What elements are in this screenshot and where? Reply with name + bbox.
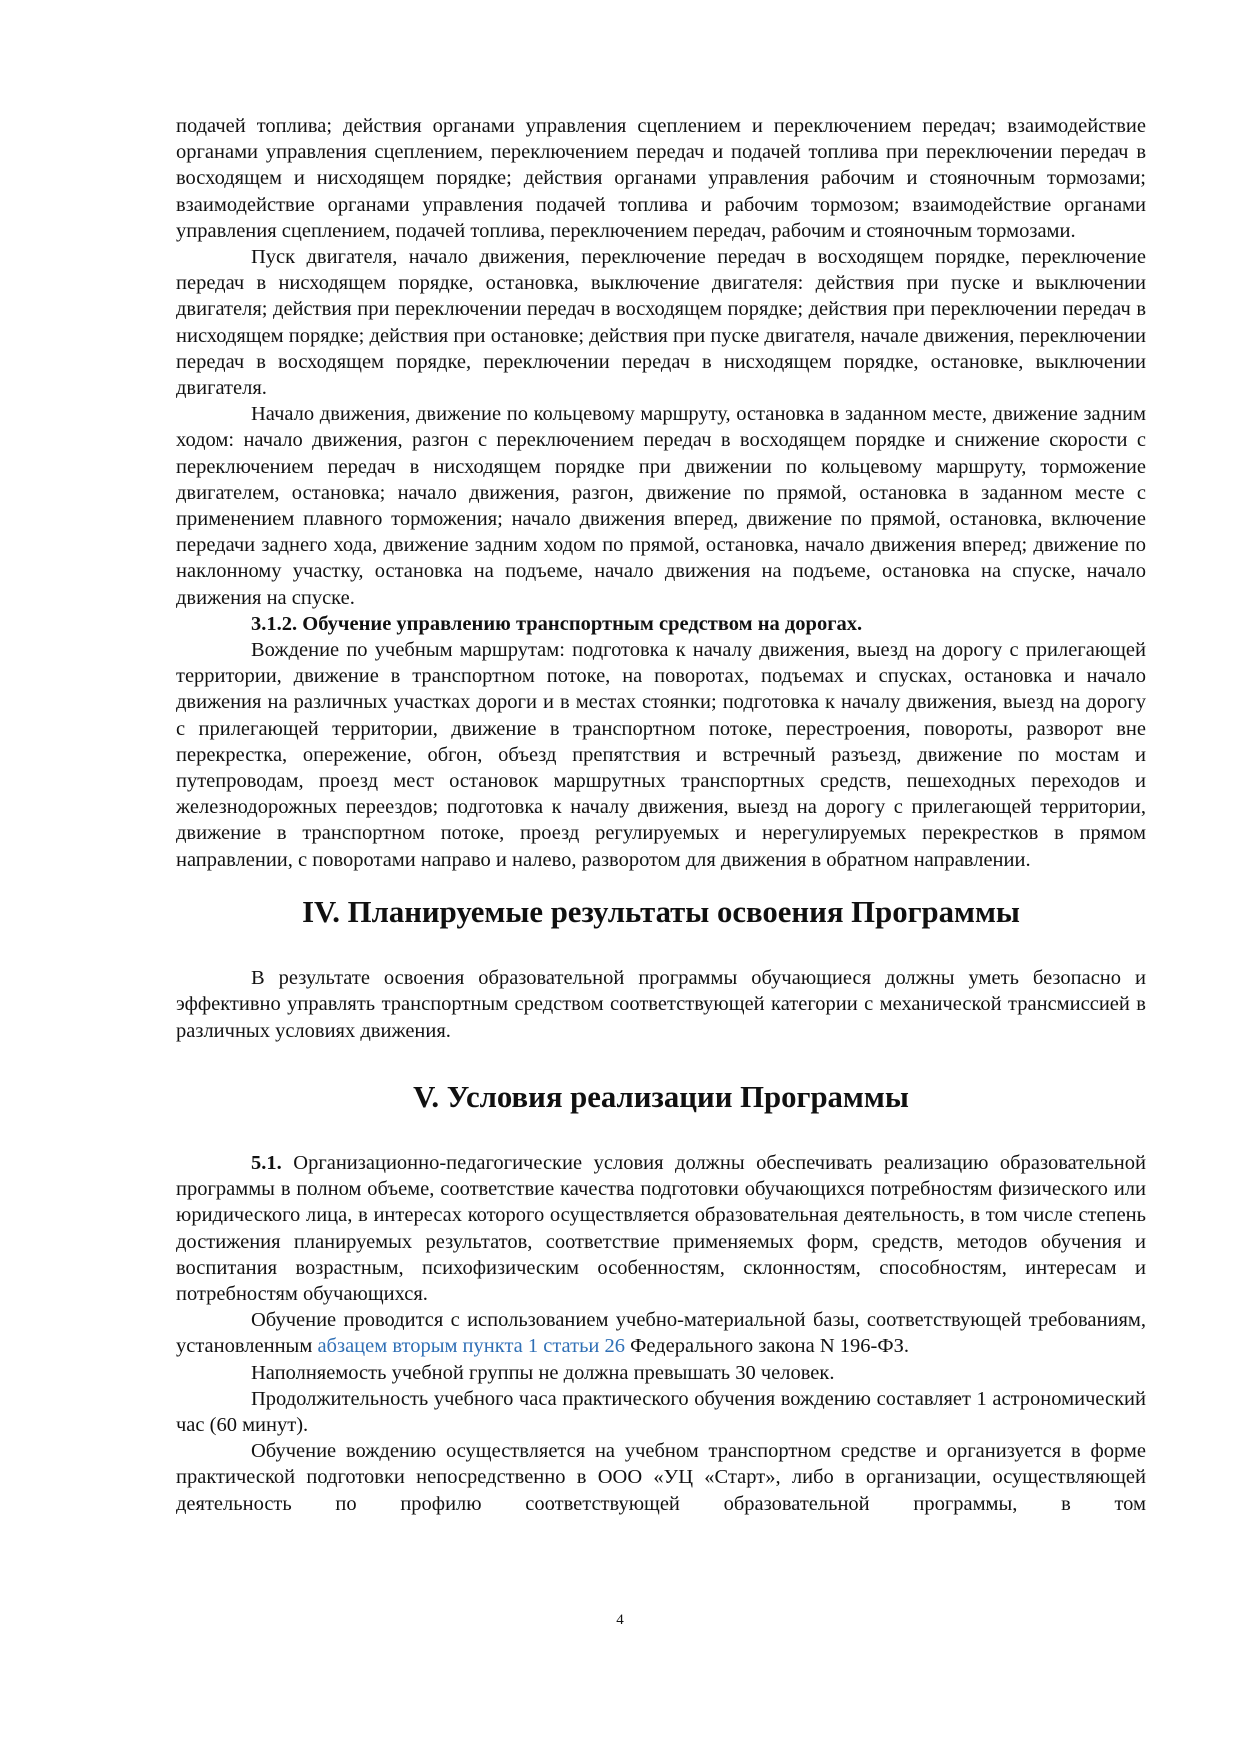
clause-number-5-1: 5.1. [251, 1151, 282, 1174]
paragraph-driving-training: Обучение вождению осуществляется на учебном транспортном средстве и организуется в форме практической подготовки непосредственно в ООО «УЦ «Старт», либо в организации, осуществляющей деятельность по профилю соответствующей образовательной программы, в том [176, 1440, 1146, 1515]
paragraph-controls-interaction: подачей топлива; действия органами управления сцеплением и переключением передач; взаимодействие органами управления сцеплением, переключением передач и подачей топлива при переключении передач в восходящем и нисходящем порядке; действия органами управления рабочим и стояночным тормозами; взаимодействие органами управления подачей топлива и рабочим тормозом; взаимодействие органами управления сцеплением, подачей топлива, переключением передач, рабочим и стояночным тормозами. [176, 115, 1146, 242]
section-5-title: V. Условия реализации Программы [413, 1079, 909, 1114]
paragraph-engine-start: Пуск двигателя, начало движения, переключение передач в восходящем порядке, переключение передач в нисходящем порядке, остановка, выключение двигателя: действия при пуске и выключении двигателя; действия при переключении передач в восходящем порядке; действия при переключении передач в нисходящем порядке; действия при остановке; действия при пуске двигателя, начале движения, переключении передач в восходящем порядке, переключении передач в нисходящем порядке, остановке, выключении двигателя. [176, 246, 1146, 400]
paragraph-5-1 [176, 1150, 1146, 1307]
material-base-text-before: Обучение проводится с использованием учебно-материальной базы, соответствующей требованиям, установленным [176, 1309, 1146, 1358]
paragraph-circular-route: Начало движения, движение по кольцевому маршруту, остановка в заданном месте, движение задним ходом: начало движения, разгон с переключением передач в восходящем порядке и снижение скорости с переключением передач в нисходящем порядке при движении по кольцевому маршруту, торможение двигателем, остановка; начало движения, разгон, движение по прямой, остановка в заданном месте с применением плавного торможения; начало движения вперед, движение по прямой, остановка, включение передачи заднего хода, движение задним ходом по прямой, остановка, начало движения вперед; движение по наклонному участку, остановка на подъеме, начало движения на подъеме, остановка на спуске, начало движения на спуске. [176, 403, 1146, 609]
document-page [176, 113, 1146, 1517]
page-number: 4 [616, 1612, 624, 1628]
paragraph-5-1-text: Организационно-педагогические условия должны обеспечивать реализацию образовательной программы в полном объеме, соответствие качества подготовки обучающихся потребностям физического или юридического лица, в интересах которого осуществляется образовательная деятельность, в том числе степень достижения планируемых результатов, соответствие применяемых форм, средств, методов обучения и воспитания возрастным, психофизическим особенностям, склонностям, способностям, интересам и потребностям обучающихся. [176, 1151, 1146, 1305]
paragraph-training-routes: Вождение по учебным маршрутам: подготовка к началу движения, выезд на дорогу с прилегающей территории, движение в транспортном потоке, на поворотах, подъемах и спусках, остановка и начало движения на различных участках дороги и в местах стоянки; подготовка к началу движения, выезд на дорогу с прилегающей территории, движение в транспортном потоке, перестроения, повороты, разворот вне перекрестка, опережение, обгон, объезд препятствия и встречный разъезд, движение по мостам и путепроводам, проезд мест остановок маршрутных транспортных средств, пешеходных переходов и железнодорожных переездов; подготовка к началу движения, выезд на дорогу с прилегающей территории, движение в транспортном потоке, проезд регулируемых и нерегулируемых перекрестков в прямом направлении, с поворотами направо и налево, разворотом для движения в обратном направлении. [176, 639, 1146, 871]
material-base-text-after: Федерального закона N 196-ФЗ. [625, 1335, 909, 1358]
law-reference-link[interactable]: абзацем вторым пункта 1 статьи 26 [317, 1335, 626, 1358]
section-4-title: IV. Планируемые результаты освоения Программы [302, 894, 1020, 929]
paragraph-group-size: Наполняемость учебной группы не должна превышать 30 человек. [251, 1361, 835, 1384]
subheading-3-1-2: 3.1.2. Обучение управлению транспортным средством на дорогах. [251, 612, 863, 635]
paragraph-material-base [176, 1307, 1146, 1359]
paragraph-lesson-duration: Продолжительность учебного часа практического обучения вождению составляет 1 астрономический час (60 минут). [176, 1387, 1146, 1436]
paragraph-section-4: В результате освоения образовательной программы обучающиеся должны уметь безопасно и эффективно управлять транспортным средством соответствующей категории с механической трансмиссией в различных условиях движения. [176, 967, 1146, 1042]
